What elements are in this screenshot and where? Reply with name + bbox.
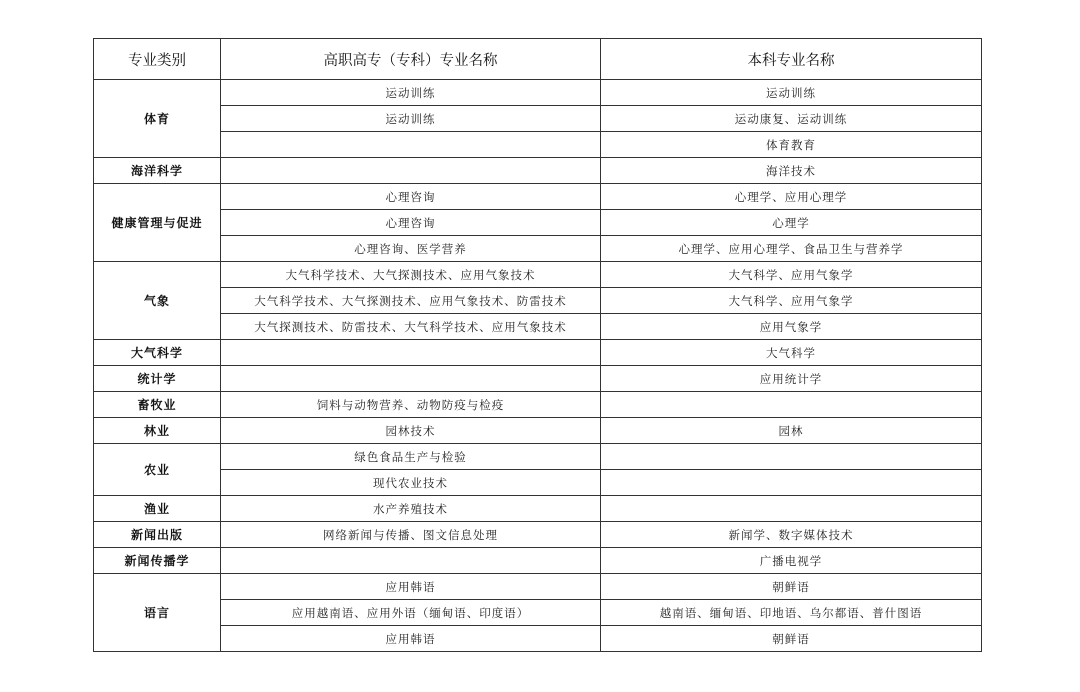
table-row	[94, 418, 982, 444]
vocational-major-cell	[221, 132, 601, 158]
table-row	[94, 444, 982, 470]
vocational-major-cell: 大气科学技术、大气探测技术、应用气象技术、防雷技术	[221, 288, 601, 314]
vocational-major-cell: 大气探测技术、防雷技术、大气科学技术、应用气象技术	[221, 314, 601, 340]
category-cell: 健康管理与促进	[94, 184, 221, 262]
category-cell: 体育	[94, 80, 221, 158]
vocational-major-cell: 园林技术	[221, 418, 601, 444]
category-cell: 气象	[94, 262, 221, 340]
undergraduate-major-cell: 朝鲜语	[601, 574, 982, 600]
vocational-major-cell	[221, 158, 601, 184]
undergraduate-major-cell: 心理学	[601, 210, 982, 236]
vocational-major-cell: 绿色食品生产与检验	[221, 444, 601, 470]
undergraduate-major-cell: 越南语、缅甸语、印地语、乌尔都语、普什图语	[601, 600, 982, 626]
undergraduate-major-cell: 园林	[601, 418, 982, 444]
vocational-major-cell: 应用韩语	[221, 574, 601, 600]
undergraduate-major-cell: 广播电视学	[601, 548, 982, 574]
category-cell: 林业	[94, 418, 221, 444]
vocational-major-cell	[221, 548, 601, 574]
category-cell: 农业	[94, 444, 221, 496]
vocational-major-cell: 应用韩语	[221, 626, 601, 652]
category-cell: 新闻传播学	[94, 548, 221, 574]
undergraduate-major-cell: 运动康复、运动训练	[601, 106, 982, 132]
undergraduate-major-cell: 体育教育	[601, 132, 982, 158]
table-body	[94, 80, 982, 652]
undergraduate-major-cell: 大气科学	[601, 340, 982, 366]
undergraduate-major-cell	[601, 444, 982, 470]
table-row	[94, 106, 982, 132]
table-row	[94, 626, 982, 652]
undergraduate-major-cell: 海洋技术	[601, 158, 982, 184]
table-row	[94, 600, 982, 626]
vocational-major-cell: 饲料与动物营养、动物防疫与检疫	[221, 392, 601, 418]
category-cell: 新闻出版	[94, 522, 221, 548]
vocational-major-cell: 心理咨询、医学营养	[221, 236, 601, 262]
table-row	[94, 314, 982, 340]
undergraduate-major-cell: 应用气象学	[601, 314, 982, 340]
vocational-major-cell: 心理咨询	[221, 184, 601, 210]
vocational-major-cell: 运动训练	[221, 106, 601, 132]
undergraduate-major-cell: 运动训练	[601, 80, 982, 106]
table-row	[94, 184, 982, 210]
undergraduate-major-cell: 心理学、应用心理学、食品卫生与营养学	[601, 236, 982, 262]
header-vocational-major: 高职高专（专科）专业名称	[221, 39, 601, 80]
undergraduate-major-cell	[601, 470, 982, 496]
vocational-major-cell	[221, 340, 601, 366]
undergraduate-major-cell: 大气科学、应用气象学	[601, 262, 982, 288]
table-row	[94, 366, 982, 392]
table-row	[94, 158, 982, 184]
undergraduate-major-cell	[601, 496, 982, 522]
vocational-major-cell: 水产养殖技术	[221, 496, 601, 522]
category-cell: 渔业	[94, 496, 221, 522]
table-row	[94, 288, 982, 314]
table-row	[94, 470, 982, 496]
undergraduate-major-cell: 朝鲜语	[601, 626, 982, 652]
table-row	[94, 80, 982, 106]
table-row	[94, 262, 982, 288]
category-cell: 海洋科学	[94, 158, 221, 184]
header-category: 专业类别	[94, 39, 221, 80]
table-row	[94, 236, 982, 262]
vocational-major-cell: 心理咨询	[221, 210, 601, 236]
vocational-major-cell: 运动训练	[221, 80, 601, 106]
undergraduate-major-cell: 新闻学、数字媒体技术	[601, 522, 982, 548]
vocational-major-cell: 应用越南语、应用外语（缅甸语、印度语）	[221, 600, 601, 626]
undergraduate-major-cell: 大气科学、应用气象学	[601, 288, 982, 314]
table-row	[94, 496, 982, 522]
table-row	[94, 522, 982, 548]
undergraduate-major-cell: 心理学、应用心理学	[601, 184, 982, 210]
category-cell: 语言	[94, 574, 221, 652]
category-cell: 畜牧业	[94, 392, 221, 418]
vocational-major-cell	[221, 366, 601, 392]
table-row	[94, 210, 982, 236]
table-row	[94, 132, 982, 158]
vocational-major-cell: 现代农业技术	[221, 470, 601, 496]
undergraduate-major-cell: 应用统计学	[601, 366, 982, 392]
category-cell: 统计学	[94, 366, 221, 392]
major-comparison-table	[93, 38, 982, 652]
vocational-major-cell: 网络新闻与传播、图文信息处理	[221, 522, 601, 548]
vocational-major-cell: 大气科学技术、大气探测技术、应用气象技术	[221, 262, 601, 288]
table-row	[94, 574, 982, 600]
undergraduate-major-cell	[601, 392, 982, 418]
header-undergraduate-major: 本科专业名称	[601, 39, 982, 80]
category-cell: 大气科学	[94, 340, 221, 366]
table-row	[94, 340, 982, 366]
table-header-row	[94, 39, 982, 80]
table-row	[94, 392, 982, 418]
table-row	[94, 548, 982, 574]
